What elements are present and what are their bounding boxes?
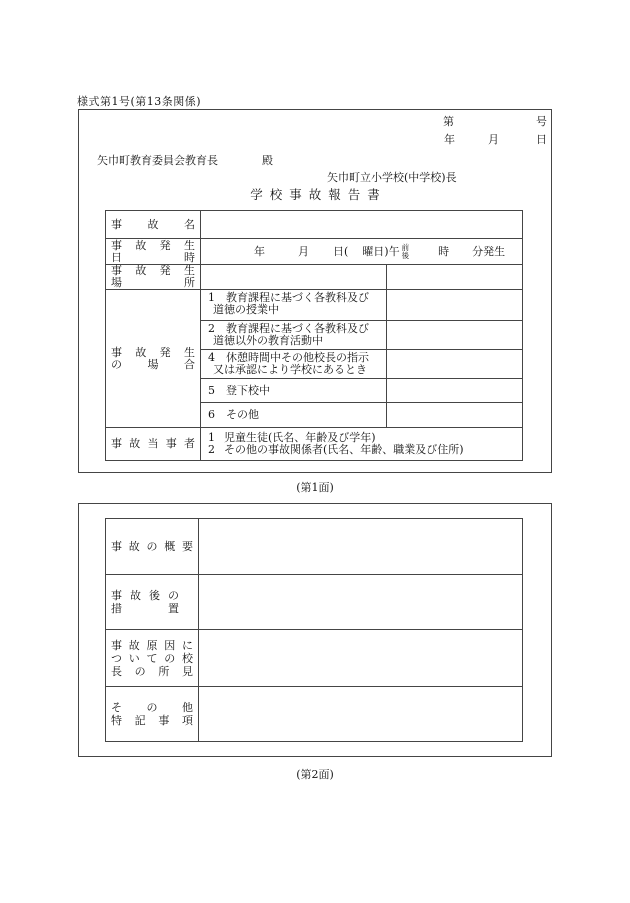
accident-summary-label: 事 故 の 概 要 [106, 519, 199, 574]
doc-number-suffix: 号 [536, 115, 547, 128]
accident-name-label: 事 故 名 [106, 211, 201, 238]
accident-detail-table [105, 518, 523, 742]
datetime-hour-label: 時 [438, 244, 450, 258]
am-pm-stack [402, 244, 410, 260]
datetime-year-label: 年 [254, 244, 265, 258]
post-accident-measures-label: 事 故 後 の 措 置 [106, 575, 199, 629]
occurrence-datetime-label: 事 故 発 生 日 時 [106, 239, 201, 264]
accident-parties-row [106, 427, 522, 460]
accident-name-field [201, 211, 522, 238]
document-number-line [443, 113, 547, 129]
form-number-label: 様式第1号(第13条関係) [77, 95, 202, 108]
situation-case-4-text: 4 休憩時間中その他校長の指示 又は承認により学校にあるとき [201, 350, 387, 379]
accident-name-row [106, 211, 522, 238]
principal-opinion-field [199, 630, 522, 686]
page1-frame [78, 109, 552, 473]
situation-case-row [201, 349, 522, 379]
document-date-line [444, 131, 547, 147]
situation-case-5-text: 5 登下校中 [201, 379, 387, 402]
page2-frame [78, 503, 552, 757]
accident-summary-field [199, 519, 522, 574]
date-day-label: 日 [536, 133, 547, 146]
post-accident-measures-row [106, 574, 522, 629]
situation-case-6-field [387, 403, 522, 427]
accident-parties-label: 事 故 当 事 者 [106, 428, 201, 460]
party-item-1: 1 児童生徒(氏名、年齢及び学年) [208, 430, 376, 444]
date-month-label: 月 [488, 133, 499, 146]
occurrence-place-label: 事 故 発 生 場 所 [106, 265, 201, 289]
am-label: 前 [401, 242, 410, 252]
occurrence-place-field [201, 265, 387, 289]
doc-number-prefix: 第 [443, 115, 454, 128]
other-notes-field [199, 687, 522, 741]
situation-case-6-text: 6 その他 [201, 403, 387, 427]
other-notes-row [106, 686, 522, 741]
form-title: 学校事故報告書 [250, 187, 387, 202]
situation-case-row [201, 402, 522, 427]
situation-case-row [201, 290, 522, 320]
principal-opinion-label: 事 故 原 因 に つ い て の 校 長 の 所 見 [106, 630, 199, 686]
situation-case-row [201, 320, 522, 349]
other-notes-label: そ の 他 特 記 事 項 [106, 687, 199, 741]
accident-report-table [105, 210, 523, 461]
page1-caption: (第1面) [296, 481, 334, 494]
occurrence-situation-row [106, 289, 522, 427]
honorific-label: 殿 [262, 154, 273, 167]
occurrence-datetime-field [201, 239, 522, 264]
accident-summary-row [106, 519, 522, 574]
occurrence-place-side-field [387, 265, 522, 289]
pm-label: 後 [401, 250, 410, 260]
situation-case-1-text: 1 教育課程に基づく各教科及び 道徳の授業中 [201, 290, 387, 320]
occurrence-place-row [106, 264, 522, 289]
situation-case-4-field [387, 350, 522, 379]
page2-caption: (第2面) [296, 768, 334, 781]
situation-case-2-field [387, 321, 522, 349]
situation-cases [201, 290, 522, 427]
situation-case-5-field [387, 379, 522, 402]
addressee-line [97, 152, 273, 168]
situation-case-2-text: 2 教育課程に基づく各教科及び 道徳以外の教育活動中 [201, 321, 387, 349]
datetime-minute-label: 分発生 [472, 244, 506, 258]
principal-opinion-row [106, 629, 522, 686]
datetime-weekday-label: 曜日)午 [362, 244, 400, 258]
occurrence-datetime-row [106, 238, 522, 264]
sender-label: 矢巾町立小学校(中学校)長 [327, 171, 457, 184]
date-year-label: 年 [444, 133, 455, 146]
party-item-2: 2 その他の事故関係者(氏名、年齢、職業及び住所) [208, 443, 464, 456]
datetime-day-label: 日( [333, 244, 349, 258]
post-accident-measures-field [199, 575, 522, 629]
accident-parties-field [201, 428, 522, 460]
datetime-month-label: 月 [298, 244, 309, 258]
occurrence-situation-label: 事 故 発 生 の 場 合 [106, 290, 201, 427]
addressee-label: 矢巾町教育委員会教育長 [97, 154, 218, 167]
situation-case-1-field [387, 290, 522, 320]
situation-case-row [201, 378, 522, 402]
